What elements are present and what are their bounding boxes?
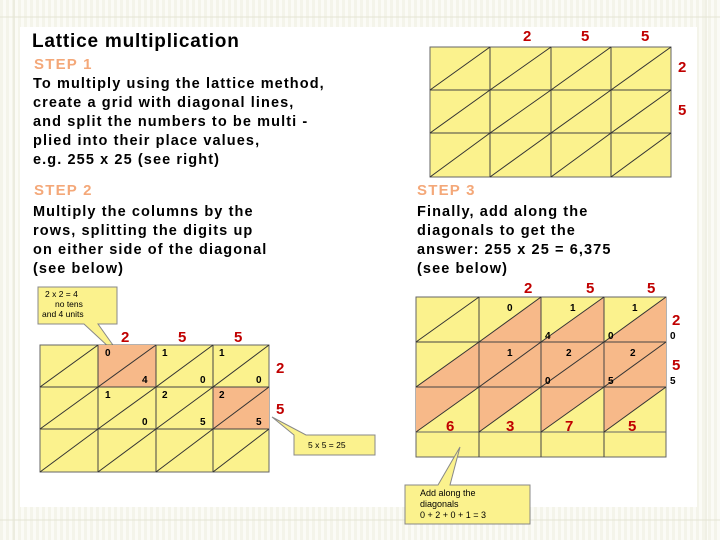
callout-step3-line: Add along the: [420, 488, 476, 498]
callout-step3-line: 0 + 2 + 0 + 1 = 3: [420, 510, 487, 520]
step3-heading: STEP 3: [417, 182, 476, 199]
step3-line: answer: 255 x 25 = 6,375: [417, 242, 612, 258]
callout-top-line: and 4 units: [42, 309, 84, 319]
step2-heading: STEP 2: [34, 182, 93, 199]
step2-text: [33, 203, 267, 279]
cell-tens: 2: [566, 348, 572, 359]
slide-content: [20, 27, 697, 520]
result-digit: 3: [506, 418, 515, 435]
cell-tens: 1: [219, 348, 225, 359]
callout-step3-line: diagonals: [420, 499, 459, 509]
step2-line: (see below): [33, 261, 125, 277]
cell-tens: 1: [632, 303, 638, 314]
result-digit: 5: [628, 418, 637, 435]
cell-units: 0: [200, 375, 206, 386]
step1-line: e.g. 255 x 25 (see right): [33, 152, 221, 168]
side-digit: 5: [276, 401, 285, 418]
top-digit: 5: [178, 329, 187, 346]
top-digit: 5: [581, 28, 590, 45]
top-digit: 5: [647, 280, 656, 297]
callout-top-line: 2 x 2 = 4: [45, 289, 78, 299]
cell-units: 0: [608, 331, 614, 342]
side-digit: 5: [678, 102, 687, 119]
cell-tens: 2: [219, 390, 225, 401]
side-digit: 5: [672, 357, 681, 374]
side-digit: 2: [276, 360, 285, 377]
cell-units: 5: [200, 417, 206, 428]
step1-line: To multiply using the lattice method,: [33, 76, 325, 92]
step2-line: rows, splitting the digits up: [33, 223, 254, 239]
cell-units: 4: [142, 375, 148, 386]
callout-bottom-text: 5 x 5 = 25: [308, 440, 346, 450]
step1-text: [33, 75, 325, 170]
step2-line: Multiply the columns by the: [33, 204, 254, 220]
cell-units: 5: [256, 417, 262, 428]
lattice-grid-step1: [410, 27, 697, 187]
top-digit: 2: [524, 280, 533, 297]
step2-line: on either side of the diagonal: [33, 242, 268, 258]
callout-top-line: no tens: [55, 299, 83, 309]
cell-units: 0: [545, 376, 551, 387]
cell-tens: 1: [570, 303, 576, 314]
cell-units: 5: [670, 376, 676, 387]
lattice-grid-step2: [20, 287, 400, 507]
step1-line: create a grid with diagonal lines,: [33, 95, 295, 111]
cell-units: 4: [545, 331, 551, 342]
step1-line: plied into their place values,: [33, 133, 261, 149]
step3-line: diagonals to get the: [417, 223, 576, 239]
top-digit: 2: [523, 28, 532, 45]
cell-units: 0: [670, 331, 676, 342]
cell-tens: 1: [105, 390, 111, 401]
cell-tens: 0: [507, 303, 513, 314]
cell-tens: 1: [507, 348, 513, 359]
cell-units: 5: [608, 376, 614, 387]
top-digit: 5: [586, 280, 595, 297]
side-digit: 2: [678, 59, 687, 76]
top-digit: 5: [641, 28, 650, 45]
result-digit: 7: [565, 418, 574, 435]
lattice-grid-step3: [400, 277, 697, 520]
cell-tens: 0: [105, 348, 111, 359]
step1-heading: STEP 1: [34, 56, 93, 73]
step3-text: [417, 203, 611, 279]
side-digit: 2: [672, 312, 681, 329]
cell-tens: 2: [630, 348, 636, 359]
result-digit: 6: [446, 418, 455, 435]
page-title: Lattice multiplication: [32, 31, 240, 52]
cell-tens: 2: [162, 390, 168, 401]
step3-line: Finally, add along the: [417, 204, 589, 220]
step1-line: and split the numbers to be multi -: [33, 114, 309, 130]
cell-units: 0: [256, 375, 262, 386]
top-digit: 5: [234, 329, 243, 346]
cell-tens: 1: [162, 348, 168, 359]
cell-units: 0: [142, 417, 148, 428]
step3-line: (see below): [417, 261, 509, 277]
top-digit: 2: [121, 329, 130, 346]
